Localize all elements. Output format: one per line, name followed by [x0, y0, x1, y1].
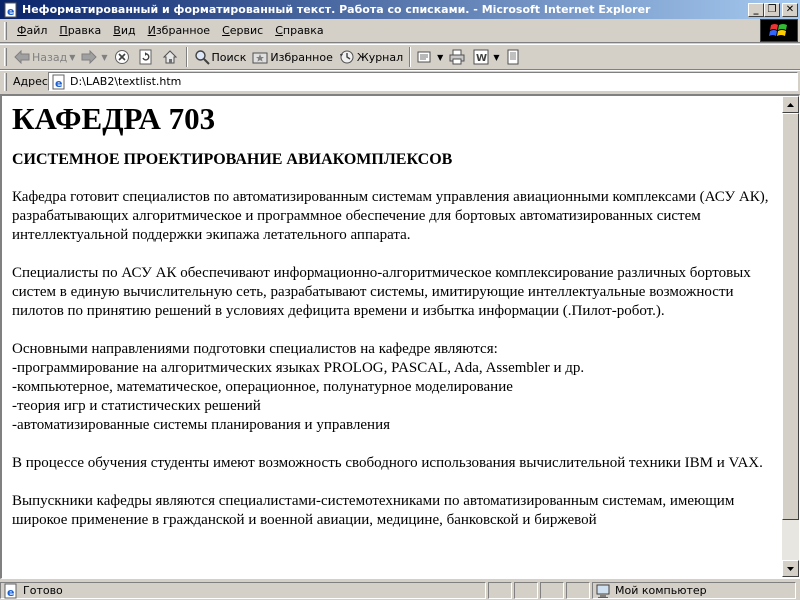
minimize-button[interactable]: [748, 3, 764, 17]
directions-intro: Основными направлениями подготовки специалистов на кафедре являются:: [12, 341, 498, 357]
vertical-scrollbar[interactable]: [782, 96, 799, 577]
address-input[interactable]: [67, 73, 797, 90]
scroll-up-arrow-icon: [787, 103, 794, 107]
minimize-icon: _: [753, 3, 759, 15]
scroll-up-button[interactable]: [782, 96, 799, 113]
addressbar-grip[interactable]: [4, 73, 7, 91]
print-icon: [449, 49, 465, 65]
status-pane: [514, 582, 538, 599]
word-edit-icon: [473, 49, 489, 65]
discuss-icon: [505, 49, 521, 65]
stop-icon: [114, 49, 130, 65]
page-subheading: СИСТЕМНОЕ ПРОЕКТИРОВАНИЕ АВИАКОМПЛЕКСОВ: [12, 151, 453, 168]
status-main-pane: [0, 582, 486, 599]
direction-item: -программирование на алгоритмических языках PROLOG, PASCAL, Ada, Assembler и др.: [12, 360, 585, 376]
scroll-thumb[interactable]: [782, 113, 799, 520]
status-text: Готово: [23, 584, 63, 597]
mail-dropdown-icon[interactable]: ▼: [437, 52, 444, 62]
page-icon: [51, 74, 67, 90]
paragraph-2: Специалисты по АСУ АК обеспечивают информационно-алгоритмическое комплексирование различных бортовых систем в единую вычислительную сеть, разрабатывают системы, имитирующие интеллектуальные возможности пилотов по принятию решений в условиях дефицита времени и избытка информации (.Пилот-робот.).: [12, 265, 751, 319]
favorites-icon: [252, 49, 268, 65]
status-pane: [566, 582, 590, 599]
status-bar: [0, 581, 800, 600]
menu-help[interactable]: Справка: [275, 24, 324, 37]
discuss-button[interactable]: [502, 46, 526, 68]
menu-file[interactable]: Файл: [17, 24, 48, 37]
scroll-down-button[interactable]: [782, 560, 799, 577]
svg-text:e: e: [7, 4, 15, 18]
address-field[interactable]: [48, 72, 798, 91]
svg-text:e: e: [7, 585, 15, 599]
restore-icon: ❐: [767, 3, 777, 15]
history-label: Журнал: [356, 50, 404, 64]
directions-block: [12, 340, 772, 435]
back-button[interactable]: [11, 46, 78, 68]
mail-button[interactable]: [414, 46, 446, 68]
scroll-down-arrow-icon: [787, 567, 794, 571]
favorites-button[interactable]: [249, 46, 335, 68]
menu-view[interactable]: Вид: [113, 24, 136, 37]
forward-arrow-icon: [81, 49, 97, 65]
edit-button[interactable]: [470, 46, 502, 68]
direction-item: -автоматизированные системы планирования и управления: [12, 417, 391, 433]
svg-text:e: e: [55, 76, 63, 90]
standard-toolbar: [0, 44, 800, 70]
search-label: Поиск: [211, 50, 247, 64]
title-bar: [0, 0, 800, 19]
search-button[interactable]: [191, 46, 250, 68]
print-button[interactable]: [446, 46, 470, 68]
direction-item: -теория игр и статистических решений: [12, 398, 261, 414]
paragraph-4: Выпускники кафедры являются специалистами-системотехниками по автоматизированным системам, имеющим широкое применение в гражданской и военной авиации, медицине, банковской и биржевой: [12, 493, 735, 528]
windows-logo-icon: [760, 19, 798, 42]
back-label: Назад: [32, 50, 68, 64]
status-pane: [540, 582, 564, 599]
home-icon: [162, 49, 178, 65]
menu-edit[interactable]: Правка: [59, 24, 102, 37]
search-icon: [194, 49, 210, 65]
address-bar: [0, 70, 800, 92]
toolbar-separator: [186, 47, 188, 67]
my-computer-icon: [595, 583, 611, 599]
window-title: Неформатированный и форматированный текст. Работа со списками. - Microsoft Internet Explorer: [22, 3, 651, 16]
zone-label: Мой компьютер: [615, 584, 707, 597]
document-body: [2, 96, 782, 577]
address-label: Адрес: [13, 75, 48, 88]
home-button[interactable]: [159, 46, 183, 68]
menu-tools[interactable]: Сервис: [222, 24, 264, 37]
history-button[interactable]: [336, 46, 406, 68]
menu-favorites[interactable]: Избранное: [147, 24, 211, 37]
security-zone: [592, 582, 796, 599]
stop-button[interactable]: [111, 46, 135, 68]
close-icon: ✕: [785, 3, 795, 15]
document-frame: [0, 94, 800, 579]
edit-dropdown-icon[interactable]: ▼: [493, 52, 500, 62]
close-button[interactable]: [782, 3, 798, 17]
refresh-button[interactable]: [135, 46, 159, 68]
page-heading: КАФЕДРА 703: [12, 101, 216, 136]
mail-icon: [417, 49, 433, 65]
history-icon: [339, 49, 355, 65]
menubar-grip[interactable]: [4, 22, 7, 40]
svg-text:W: W: [476, 53, 488, 64]
paragraph-3: В процессе обучения студенты имеют возможность свободного использования вычислительной техники IBM и VAX.: [12, 455, 763, 471]
menu-bar: [0, 19, 800, 43]
direction-item: -компьютерное, математическое, операционное, полунатурное моделирование: [12, 379, 513, 395]
back-arrow-icon: [14, 49, 30, 65]
restore-button[interactable]: [764, 3, 780, 17]
toolbar-separator: [409, 47, 411, 67]
done-page-icon: [3, 583, 19, 599]
paragraph-1: Кафедра готовит специалистов по автоматизированным системам управления авиационными комплексами (АСУ АК), разрабатывающих алгоритмическое и программное обеспечение для бортовых автоматизированных систем интеллектуальной поддержки экипажа летательного аппарата.: [12, 189, 769, 243]
forward-dropdown-icon[interactable]: ▼: [101, 52, 108, 62]
back-dropdown-icon[interactable]: ▼: [69, 52, 76, 62]
status-pane: [488, 582, 512, 599]
ie-page-icon[interactable]: [3, 2, 19, 18]
refresh-icon: [138, 49, 154, 65]
favorites-label: Избранное: [270, 50, 333, 64]
toolbar-grip[interactable]: [4, 48, 7, 66]
forward-button[interactable]: [78, 46, 110, 68]
